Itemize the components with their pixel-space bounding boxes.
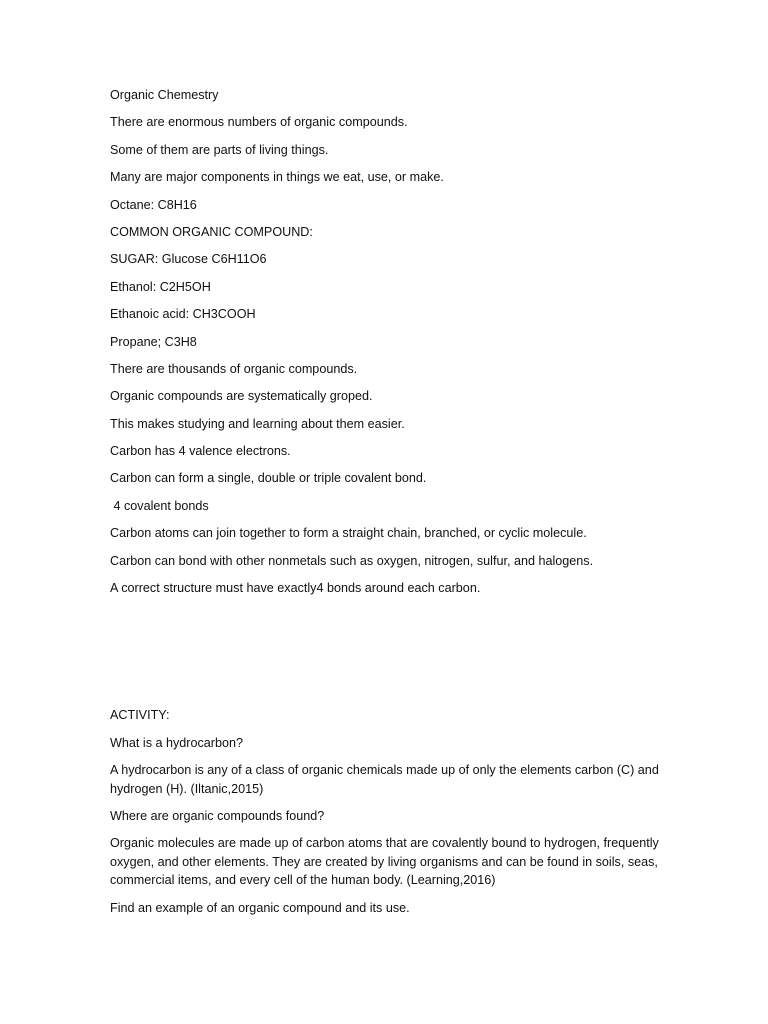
question-1: What is a hydrocarbon?: [110, 735, 244, 750]
text-line: 4 covalent bonds: [110, 498, 209, 513]
text-line: Many are major components in things we eat, use, or make.: [110, 170, 444, 185]
section-heading: COMMON ORGANIC COMPOUND:: [110, 224, 313, 239]
answer-2: Organic molecules are made up of carbon atoms that are covalently bound to hydrogen, frequently oxygen, and other elements. They are created by living organisms and can be found in soils, seas, commercial items, and every cell of the human body. (Learning,2016): [110, 836, 663, 888]
text-line: Organic compounds are systematically groped.: [110, 389, 373, 404]
text-line: Carbon can bond with other nonmetals such as oxygen, nitrogen, sulfur, and halogens.: [110, 553, 594, 568]
answer-1: A hydrocarbon is any of a class of organic chemicals made up of only the elements carbon (C) and hydrogen (H). (Iltanic,2015): [110, 763, 663, 796]
text-line: Carbon atoms can join together to form a straight chain, branched, or cyclic molecule.: [110, 526, 587, 541]
text-line: SUGAR: Glucose C6H11O6: [110, 252, 267, 267]
question-3: Find an example of an organic compound and its use.: [110, 900, 410, 915]
question-2: Where are organic compounds found?: [110, 809, 325, 824]
text-line: Ethanoic acid: CH3COOH: [110, 307, 256, 322]
text-line: Carbon can form a single, double or triple covalent bond.: [110, 471, 427, 486]
text-line: Carbon has 4 valence electrons.: [110, 444, 291, 459]
text-line: Some of them are parts of living things.: [110, 142, 329, 157]
text-line: Propane; C3H8: [110, 334, 197, 349]
activity-heading: ACTIVITY:: [110, 708, 170, 723]
text-line: There are enormous numbers of organic compounds.: [110, 115, 408, 130]
text-line: Ethanol: C2H5OH: [110, 279, 211, 294]
text-line: A correct structure must have exactly4 bonds around each carbon.: [110, 581, 481, 596]
text-line: Octane: C8H16: [110, 197, 197, 212]
document-body: [110, 86, 662, 926]
text-line: This makes studying and learning about them easier.: [110, 416, 405, 431]
document-title: Organic Chemestry: [110, 88, 219, 102]
blank-space: [110, 606, 662, 706]
text-line: There are thousands of organic compounds.: [110, 361, 358, 376]
